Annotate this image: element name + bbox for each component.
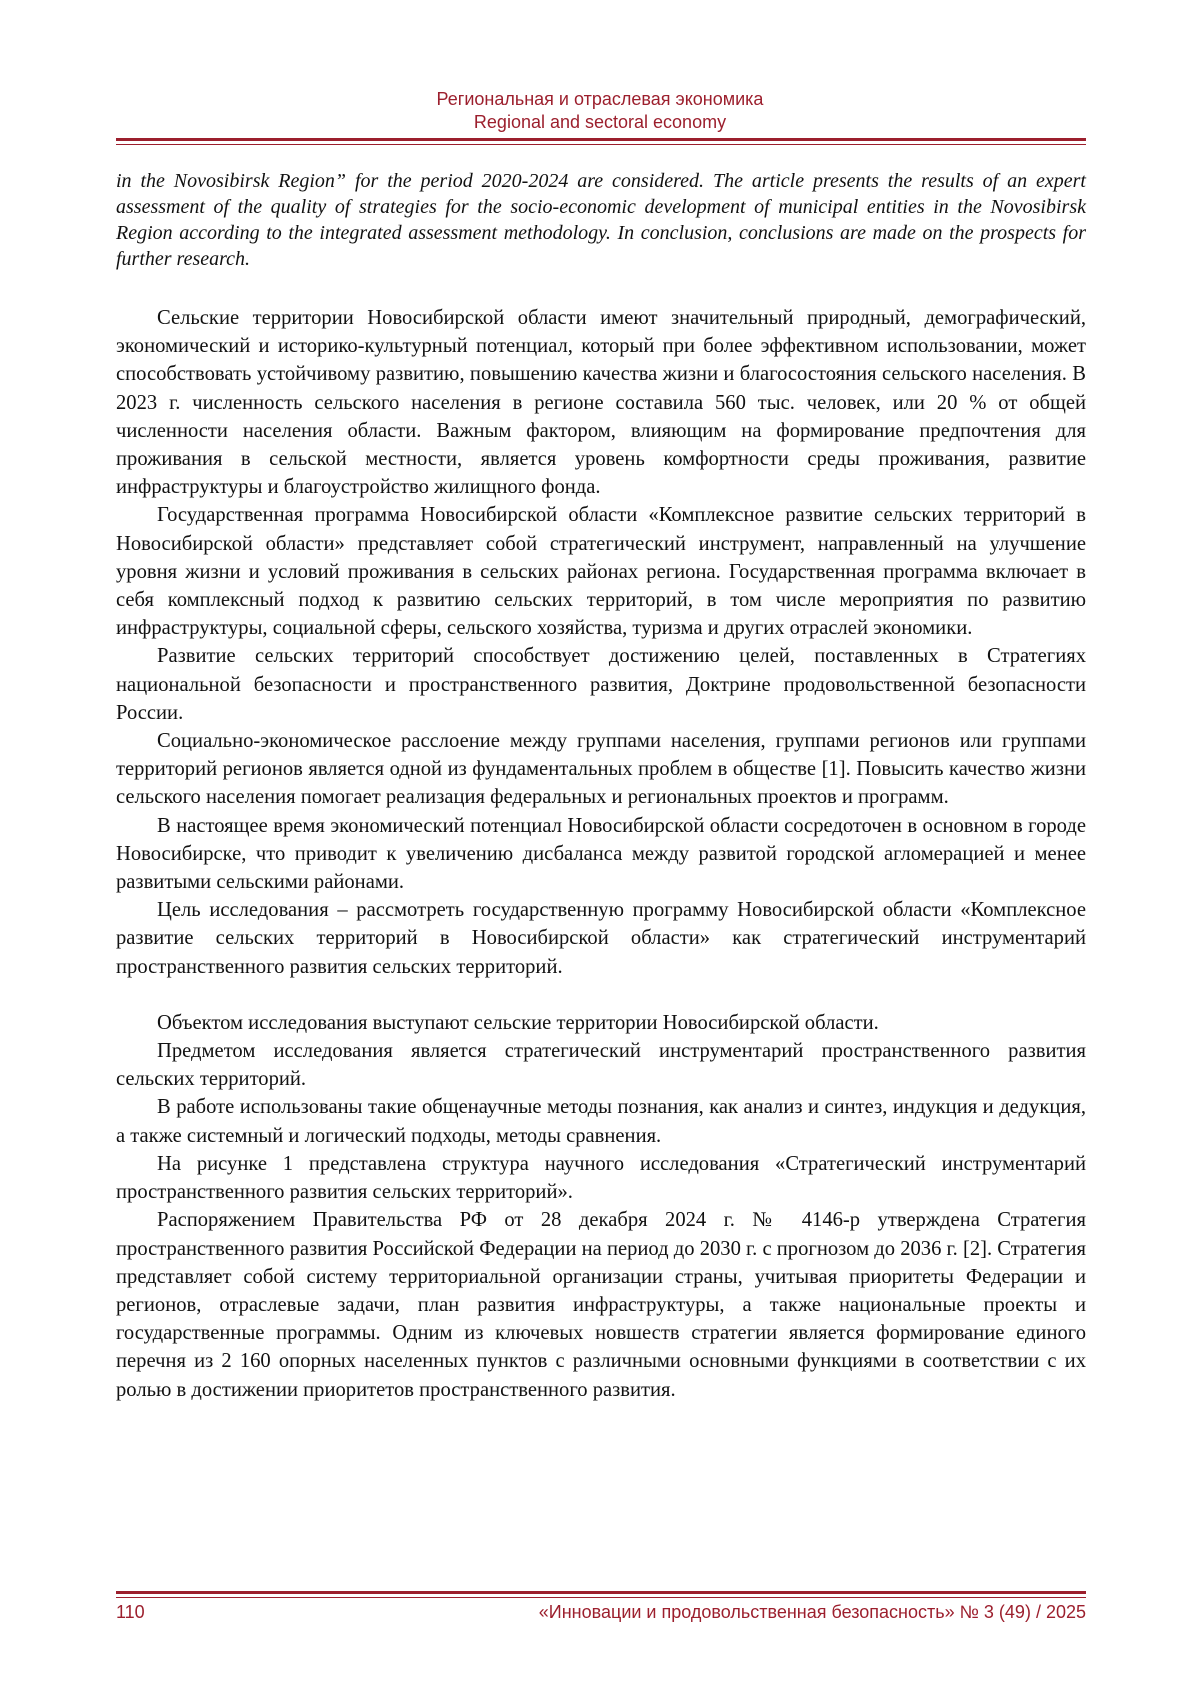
paragraph: Сельские территории Новосибирской области имеют значительный природный, демографический, экономический и историко-культурный потенциал, который при более эффективном использовании, может способствовать устойчивому развитию, повышению качества жизни и благосостояния сельского населения. В 2023 г. численность сельского населения в регионе составила 560 тыс. человек, или 20 % от общей численности населения области. Важным фактором, влияющим на формирование предпочтения для проживания в сельской местности, является уровень комфортности среды проживания, развитие инфраструктуры и благоустройство жилищного фонда.: [116, 307, 1086, 499]
page-number: 110: [116, 1602, 145, 1622]
paragraph: Распоряжением Правительства РФ от 28 декабря 2024 г. № 4146-р утверждена Стратегия пространственного развития Российской Федерации на период до 2030 г. с прогнозом до 2036 г. [2]. Стратегия представляет собой систему территориальной организации страны, учитывая приоритеты Федерации и регионов, отраслевые задачи, план развития инфраструктуры, а также национальные проекты и государственные программы. Одним из ключевых новшеств стратегии является формирование единого перечня из 2 160 опорных населенных пунктов с различными основными функциями в соответствии с их ролью в достижении приоритетов пространственного развития.: [116, 1209, 1086, 1401]
header-title-ru: Региональная и отраслевая экономика: [436, 89, 764, 109]
paragraph: Социально-экономическое расслоение между группами населения, группами регионов или группами территорий регионов является одной из фундаментальных проблем в обществе [1]. Повысить качество жизни сельского населения помогает реализация федеральных и региональных проектов и программ.: [116, 730, 1086, 809]
footer-divider: [116, 1591, 1086, 1598]
paragraph: В настоящее время экономический потенциал Новосибирской области сосредоточен в основном в городе Новосибирске, что приводит к увеличению дисбаланса между развитой городской агломерацией и менее развитыми сельскими районами.: [116, 814, 1086, 894]
paragraph: В работе использованы такие общенаучные методы познания, как анализ и синтез, индукция и дедукция, а также системный и логический подходы, методы сравнения.: [116, 1096, 1086, 1147]
paragraph: На рисунке 1 представлена структура научного исследования «Стратегический инструментарий пространственного развития сельских территорий».: [116, 1152, 1086, 1204]
paragraph: Цель исследования – рассмотреть государственную программу Новосибирской области «Комплексное развитие сельских территорий в Новосибирской области» как стратегический инструментарий пространственного развития сельских территорий.: [116, 899, 1086, 978]
paragraph: Объектом исследования выступают сельские территории Новосибирской области.: [157, 1011, 879, 1034]
abstract-english: in the Novosibirsk Region” for the period 2020-2024 are considered. The article presents the results of an expert assessment of the quality of strategies for the socio-economic development of municipal entities in the Novosibirsk Region according to the integrated assessment methodology. In conclusion, conclusions are made on the prospects for further research.: [116, 170, 1086, 270]
journal-citation: «Инновации и продовольственная безопасность» № 3 (49) / 2025: [538, 1602, 1086, 1622]
article-body: [116, 304, 1086, 1404]
paragraph: Государственная программа Новосибирской области «Комплексное развитие сельских территорий в Новосибирской области» представляет собой стратегический инструмент, направленный на улучшение уровня жизни и условий проживания в сельских районах региона. Государственная программа включает в себя комплексный подход к развитию сельских территорий, в том числе мероприятия по развитию инфраструктуры, социальной сферы, сельского хозяйства, туризма и других отраслей экономики.: [116, 504, 1086, 640]
paragraph: Развитие сельских территорий способствует достижению целей, поставленных в Стратегиях национальной безопасности и пространственного развития, Доктрине продовольственной безопасности России.: [116, 645, 1086, 724]
header-title-en: Regional and sectoral economy: [473, 112, 727, 132]
header-divider: [116, 138, 1086, 145]
running-header: [116, 88, 1084, 134]
section-gap: [116, 981, 1086, 1009]
paragraph: Предметом исследования является стратегический инструментарий пространственного развития сельских территорий.: [116, 1040, 1086, 1091]
